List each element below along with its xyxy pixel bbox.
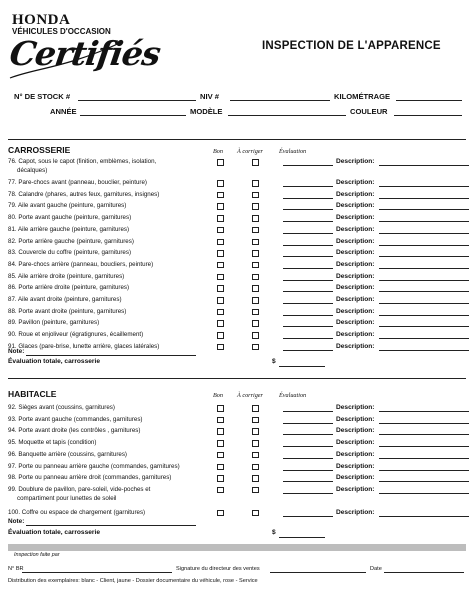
fix-checkbox[interactable]: [252, 274, 259, 281]
fix-checkbox[interactable]: [252, 215, 259, 222]
fix-checkbox[interactable]: [252, 440, 259, 447]
fix-checkbox[interactable]: [252, 262, 259, 269]
ok-checkbox[interactable]: [217, 285, 224, 292]
date-field[interactable]: [384, 564, 464, 573]
item-label: 91. Glaces (pare-brise, lunette arrière, glaces latérales): [8, 342, 160, 350]
ok-checkbox[interactable]: [217, 487, 224, 494]
item-label-continued: décalques): [17, 167, 48, 174]
item-label: 89. Pavillon (peinture, garnitures): [8, 319, 100, 327]
ok-checkbox[interactable]: [217, 203, 224, 210]
ok-checkbox[interactable]: [217, 332, 224, 339]
column-ok-header: Bon: [213, 392, 223, 399]
ok-checkbox[interactable]: [217, 215, 224, 222]
description-field[interactable]: [379, 256, 469, 257]
item-label: 76. Capot, sous le capot (finition, emblèmes, isolation,: [8, 158, 157, 165]
inspection-item-row: [8, 295, 468, 305]
ok-checkbox[interactable]: [217, 475, 224, 482]
evaluation-field[interactable]: [283, 315, 333, 316]
item-label: 80. Porte avant gauche (peinture, garnitures): [8, 214, 132, 222]
habitacle-total-label: Évaluation totale, carrosserie: [8, 529, 100, 536]
fix-checkbox[interactable]: [252, 510, 259, 517]
description-label: Description:: [336, 158, 375, 165]
evaluation-field[interactable]: [283, 209, 333, 210]
description-label: Description:: [336, 214, 375, 222]
description-label: Description:: [336, 190, 375, 198]
item-label: 78. Calandre (phares, autres feux, garnitures, insignes): [8, 190, 160, 198]
fix-checkbox[interactable]: [252, 487, 259, 494]
evaluation-field[interactable]: [283, 198, 333, 199]
item-label: 83. Couvercle du coffre (peinture, garnitures): [8, 249, 132, 257]
ok-checkbox[interactable]: [217, 344, 224, 351]
vin-label: NIV #: [200, 92, 219, 101]
description-field[interactable]: [379, 423, 469, 424]
fix-checkbox[interactable]: [252, 250, 259, 257]
ok-checkbox[interactable]: [217, 250, 224, 257]
description-label: Description:: [336, 474, 375, 482]
habitacle-total-field[interactable]: [279, 529, 325, 538]
fix-checkbox[interactable]: [252, 285, 259, 292]
year-field[interactable]: [80, 107, 186, 116]
description-field[interactable]: [379, 516, 469, 517]
evaluation-field[interactable]: [283, 165, 333, 166]
fix-checkbox[interactable]: [252, 405, 259, 412]
evaluation-field[interactable]: [283, 470, 333, 471]
inspection-by-label: Inspection faite par: [14, 552, 60, 558]
mileage-field[interactable]: [396, 92, 462, 101]
item-label: 77. Pare-chocs avant (panneau, bouclier, peinture): [8, 179, 147, 186]
description-field[interactable]: [379, 481, 469, 482]
carrosserie-total-field[interactable]: [279, 358, 325, 367]
description-field[interactable]: [379, 338, 469, 339]
description-label: Description:: [336, 462, 375, 470]
evaluation-field[interactable]: [283, 280, 333, 281]
habitacle-note-label: Note:: [8, 518, 25, 525]
evaluation-field[interactable]: [283, 411, 333, 412]
item-label: 93. Porte avant gauche (commandes, garnitures): [8, 415, 143, 423]
description-field[interactable]: [379, 493, 469, 494]
ok-checkbox[interactable]: [217, 464, 224, 471]
br-number-field[interactable]: [22, 564, 172, 573]
fix-checkbox[interactable]: [252, 297, 259, 304]
description-field[interactable]: [379, 350, 469, 351]
description-label: Description:: [336, 272, 375, 280]
fix-checkbox[interactable]: [252, 320, 259, 327]
description-label: Description:: [336, 342, 375, 350]
description-label: Description:: [336, 202, 375, 210]
description-label: Description:: [336, 331, 375, 339]
evaluation-field[interactable]: [283, 423, 333, 424]
carrosserie-title: CARROSSERIE: [8, 145, 71, 155]
description-label: Description:: [336, 439, 375, 447]
year-label: ANNÉE: [50, 107, 77, 116]
inspection-item-row: [8, 201, 468, 211]
description-field[interactable]: [379, 326, 469, 327]
description-label: Description:: [336, 427, 375, 435]
description-field[interactable]: [379, 268, 469, 269]
ok-checkbox[interactable]: [217, 309, 224, 316]
inspection-by-bar: [8, 544, 466, 558]
date-label: Date: [370, 566, 382, 572]
evaluation-field[interactable]: [283, 516, 333, 517]
item-label: 95. Moquette et tapis (condition): [8, 439, 97, 447]
evaluation-field[interactable]: [283, 434, 333, 435]
item-label: 85. Aile arrière droite (peinture, garnitures): [8, 272, 125, 280]
item-label: 88. Porte avant droite (peinture, garnitures): [8, 307, 127, 315]
section-divider: [8, 139, 466, 140]
ok-checkbox[interactable]: [217, 262, 224, 269]
inspection-item-row: [8, 403, 468, 413]
inspection-item-row: [8, 157, 468, 174]
fix-checkbox[interactable]: [252, 464, 259, 471]
evaluation-field[interactable]: [283, 291, 333, 292]
model-label: MODÈLE: [190, 107, 223, 116]
column-eval-header: Évaluation: [279, 148, 307, 155]
item-label-continued: compartiment pour lunettes de soleil: [17, 494, 117, 502]
ok-checkbox[interactable]: [217, 440, 224, 447]
ok-checkbox[interactable]: [217, 180, 224, 187]
description-field[interactable]: [379, 458, 469, 459]
item-label: 81. Aile arrière gauche (peinture, garnitures): [8, 225, 130, 233]
description-label: Description:: [336, 508, 375, 516]
fix-checkbox[interactable]: [252, 239, 259, 246]
description-field[interactable]: [379, 315, 469, 316]
ok-checkbox[interactable]: [217, 452, 224, 459]
fix-checkbox[interactable]: [252, 192, 259, 199]
ok-checkbox[interactable]: [217, 510, 224, 517]
ok-checkbox[interactable]: [217, 417, 224, 424]
description-label: Description:: [336, 260, 375, 268]
description-label: Description:: [336, 284, 375, 292]
description-label: Description:: [336, 179, 375, 186]
description-label: Description:: [336, 225, 375, 233]
inspection-item-row: [8, 237, 468, 247]
description-label: Description:: [336, 319, 375, 327]
description-label: Description:: [336, 296, 375, 303]
fix-checkbox[interactable]: [252, 180, 259, 187]
carrosserie-total-dollar: $: [272, 358, 276, 365]
ok-checkbox[interactable]: [217, 405, 224, 412]
column-fix-header: À corriger: [237, 392, 263, 399]
inspection-item-row: [8, 248, 468, 258]
evaluation-field[interactable]: [283, 493, 333, 494]
inspection-item-row: [8, 178, 468, 188]
item-label: 97. Porte ou panneau arrière gauche (commandes, garnitures): [8, 462, 180, 470]
inspection-item-row: [8, 330, 468, 340]
carrosserie-note-label: Note:: [8, 348, 25, 355]
description-field[interactable]: [379, 280, 469, 281]
item-label: 84. Pare-chocs arrière (panneau, boucliers, peinture): [8, 260, 154, 268]
inspection-item-row: [8, 450, 468, 460]
evaluation-field[interactable]: [283, 256, 333, 257]
evaluation-field[interactable]: [283, 303, 333, 304]
description-field[interactable]: [379, 198, 469, 199]
inspection-item-row: [8, 190, 468, 200]
ok-checkbox[interactable]: [217, 159, 224, 166]
inspection-item-row: [8, 213, 468, 223]
inspection-item-row: [8, 225, 468, 235]
item-label: 92. Sièges avant (coussins, garnitures): [8, 404, 115, 411]
stock-number-field[interactable]: [78, 92, 196, 101]
description-field[interactable]: [379, 291, 469, 292]
description-field[interactable]: [379, 209, 469, 210]
evaluation-field[interactable]: [283, 245, 333, 246]
inspection-item-row: [8, 473, 468, 483]
brand-name: HONDA: [12, 12, 71, 28]
evaluation-field[interactable]: [283, 186, 333, 187]
description-field[interactable]: [379, 221, 469, 222]
carrosserie-total-label: Évaluation totale, carrosserie: [8, 358, 100, 365]
fix-checkbox[interactable]: [252, 428, 259, 435]
inspection-item-row: [8, 485, 468, 502]
evaluation-field[interactable]: [283, 221, 333, 222]
inspection-item-row: [8, 272, 468, 282]
evaluation-field[interactable]: [283, 268, 333, 269]
inspection-item-row: [8, 415, 468, 425]
habitacle-title: HABITACLE: [8, 389, 57, 399]
description-label: Description:: [336, 249, 375, 257]
distribution-note: Distribution des exemplaires: blanc - Client, jaune - Dossier documentaire du véhicule, rose - Service: [8, 578, 258, 584]
description-field[interactable]: [379, 446, 469, 447]
fix-checkbox[interactable]: [252, 309, 259, 316]
item-label: 100. Coffre ou espace de chargement (garnitures): [8, 508, 146, 516]
ok-checkbox[interactable]: [217, 239, 224, 246]
ok-checkbox[interactable]: [217, 428, 224, 435]
description-label: Description:: [336, 237, 375, 245]
evaluation-field[interactable]: [283, 481, 333, 482]
ok-checkbox[interactable]: [217, 320, 224, 327]
carrosserie-note-field[interactable]: [26, 347, 196, 356]
color-field[interactable]: [394, 107, 462, 116]
description-field[interactable]: [379, 470, 469, 471]
item-label: 87. Aile avant droite (peinture, garnitures): [8, 296, 122, 303]
description-field[interactable]: [379, 233, 469, 234]
description-label: Description:: [336, 307, 375, 315]
evaluation-field[interactable]: [283, 446, 333, 447]
evaluation-field[interactable]: [283, 458, 333, 459]
evaluation-field[interactable]: [283, 338, 333, 339]
inspection-item-row: [8, 426, 468, 436]
signature-field[interactable]: [270, 564, 366, 573]
description-label: Description:: [336, 415, 375, 423]
document-title: INSPECTION DE L'APPARENCE: [262, 40, 441, 52]
description-field[interactable]: [379, 434, 469, 435]
signature-label: Signature du directeur des ventes: [176, 566, 260, 572]
column-fix-header: À corriger: [237, 148, 263, 155]
description-label: Description:: [336, 485, 375, 493]
inspection-item-row: [8, 283, 468, 293]
inspection-item-row: [8, 260, 468, 270]
column-ok-header: Bon: [213, 148, 223, 155]
vin-field[interactable]: [230, 92, 330, 101]
description-label: Description:: [336, 450, 375, 458]
evaluation-field[interactable]: [283, 326, 333, 327]
color-label: COULEUR: [350, 107, 388, 116]
inspection-item-row: [8, 438, 468, 448]
evaluation-field[interactable]: [283, 350, 333, 351]
description-field[interactable]: [379, 186, 469, 187]
fix-checkbox[interactable]: [252, 452, 259, 459]
fix-checkbox[interactable]: [252, 203, 259, 210]
mileage-label: KILOMÉTRAGE: [334, 92, 391, 101]
item-label: 86. Porte arrière droite (peinture, garnitures): [8, 284, 130, 292]
description-field[interactable]: [379, 303, 469, 304]
fix-checkbox[interactable]: [252, 227, 259, 234]
fix-checkbox[interactable]: [252, 159, 259, 166]
fix-checkbox[interactable]: [252, 344, 259, 351]
fix-checkbox[interactable]: [252, 332, 259, 339]
inspection-item-row: [8, 307, 468, 317]
item-label: 99. Doublure de pavillon, pare-soleil, vide-poches et: [8, 485, 151, 493]
habitacle-note-field[interactable]: [26, 517, 196, 526]
item-label: 79. Aile avant gauche (peinture, garnitures): [8, 202, 127, 210]
section-divider: [8, 378, 466, 379]
item-label: 94. Porte avant droite (les contrôles , garnitures): [8, 427, 141, 435]
item-label: 82. Porte arrière gauche (peinture, garnitures): [8, 237, 134, 245]
brand-subtitle: VÉHICULES D'OCCASION: [12, 27, 111, 36]
fix-checkbox[interactable]: [252, 475, 259, 482]
habitacle-total-dollar: $: [272, 529, 276, 536]
inspection-item-row: [8, 462, 468, 472]
description-field[interactable]: [379, 245, 469, 246]
br-number-label: N° BR: [8, 566, 24, 572]
inspection-item-row: [8, 318, 468, 328]
column-eval-header: Évaluation: [279, 392, 307, 399]
description-label: Description:: [336, 404, 375, 411]
description-field[interactable]: [379, 411, 469, 412]
fix-checkbox[interactable]: [252, 417, 259, 424]
item-label: 90. Roue et enjoliveur (égratignures, écaillement): [8, 331, 144, 339]
ok-checkbox[interactable]: [217, 227, 224, 234]
ok-checkbox[interactable]: [217, 192, 224, 199]
ok-checkbox[interactable]: [217, 274, 224, 281]
evaluation-field[interactable]: [283, 233, 333, 234]
model-field[interactable]: [228, 107, 346, 116]
stock-number-label: N° DE STOCK #: [14, 92, 71, 101]
brand-script-logo: Certifiés: [7, 34, 163, 73]
item-label: 96. Banquette arrière (coussins, garnitures): [8, 450, 127, 458]
description-field[interactable]: [379, 165, 469, 166]
ok-checkbox[interactable]: [217, 297, 224, 304]
item-label: 98. Porte ou panneau arrière droit (commandes, garnitures): [8, 474, 172, 482]
